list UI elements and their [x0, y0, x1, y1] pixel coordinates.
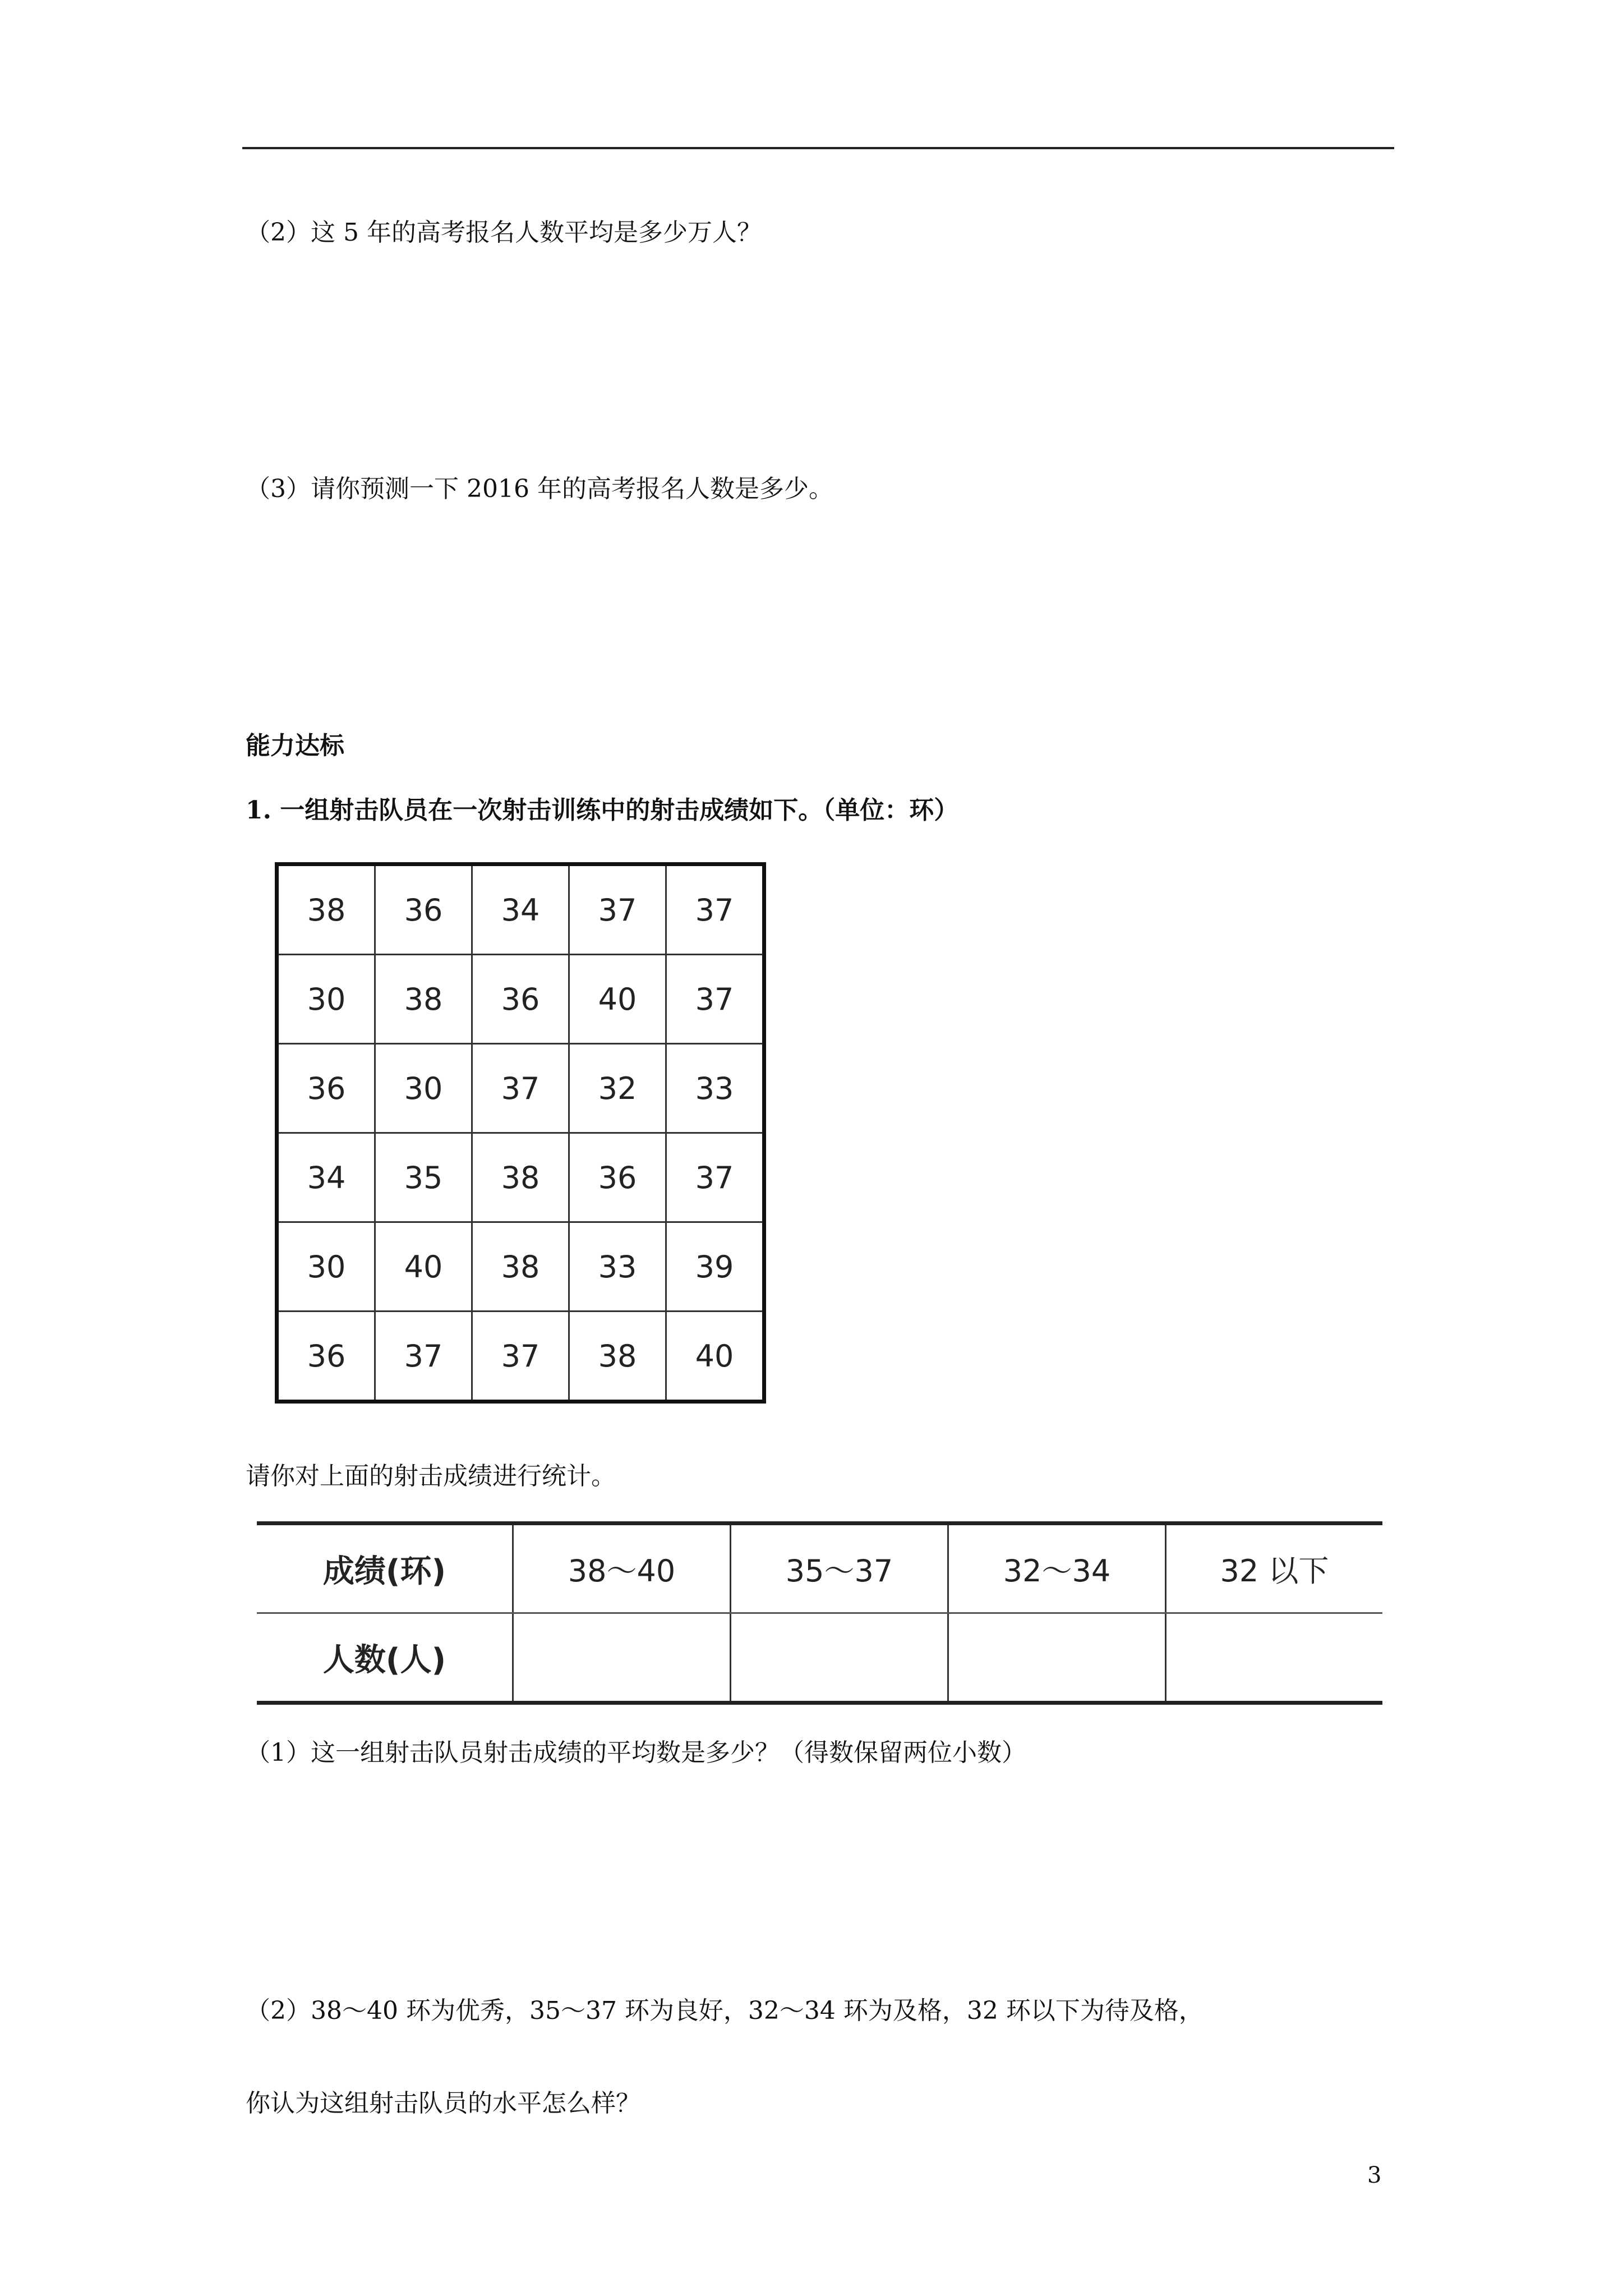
score-row — [277, 864, 764, 955]
score-cell: 32 — [569, 1044, 666, 1133]
score-row — [277, 955, 764, 1044]
score-grid — [275, 862, 766, 1404]
score-cell: 33 — [569, 1222, 666, 1312]
score-range-row — [257, 1524, 1382, 1613]
score-cell: 40 — [666, 1312, 764, 1402]
question-3: （3）请你预测一下 2016 年的高考报名人数是多少。 — [246, 475, 833, 503]
count-row — [257, 1613, 1382, 1703]
range-cell: 38～40 — [513, 1524, 731, 1613]
score-header: 成绩(环) — [257, 1524, 513, 1613]
score-cell: 38 — [472, 1222, 569, 1312]
score-cell: 38 — [472, 1133, 569, 1222]
question-2: （2）这 5 年的高考报名人数平均是多少万人？ — [246, 218, 762, 247]
header-rule — [242, 147, 1394, 149]
count-cell[interactable] — [513, 1613, 731, 1703]
problem-1-statement: 1. 一组射击队员在一次射击训练中的射击成绩如下。（单位：环） — [246, 796, 959, 825]
score-cell: 36 — [277, 1312, 375, 1402]
score-cell: 40 — [375, 1222, 472, 1312]
count-header: 人数(人) — [257, 1613, 513, 1703]
score-cell: 30 — [277, 1222, 375, 1312]
score-cell: 37 — [666, 864, 764, 955]
score-cell: 37 — [472, 1312, 569, 1402]
score-cell: 30 — [375, 1044, 472, 1133]
score-row — [277, 1133, 764, 1222]
score-cell: 30 — [277, 955, 375, 1044]
count-cell[interactable] — [1166, 1613, 1383, 1703]
range-cell: 35～37 — [731, 1524, 948, 1613]
score-cell: 39 — [666, 1222, 764, 1312]
score-cell: 38 — [277, 864, 375, 955]
page-number: 3 — [1367, 2162, 1382, 2188]
statistics-table — [257, 1521, 1382, 1705]
score-cell: 38 — [569, 1312, 666, 1402]
range-cell: 32 以下 — [1166, 1524, 1383, 1613]
score-cell: 38 — [375, 955, 472, 1044]
score-cell: 37 — [375, 1312, 472, 1402]
score-cell: 36 — [375, 864, 472, 955]
score-cell: 36 — [277, 1044, 375, 1133]
statistics-instruction: 请你对上面的射击成绩进行统计。 — [246, 1462, 616, 1490]
problem-1-question-2: （2）38～40 环为优秀，35～37 环为良好，32～34 环为及格，32 环以下为待及格， — [246, 1996, 1204, 2025]
problem-1-question-2-continued: 你认为这组射击队员的水平怎么样？ — [246, 2089, 640, 2118]
score-cell: 37 — [666, 955, 764, 1044]
score-row — [277, 1044, 764, 1133]
score-cell: 35 — [375, 1133, 472, 1222]
score-row — [277, 1312, 764, 1402]
score-cell: 37 — [472, 1044, 569, 1133]
count-cell[interactable] — [731, 1613, 948, 1703]
range-cell: 32～34 — [948, 1524, 1166, 1613]
score-cell: 34 — [472, 864, 569, 955]
score-cell: 37 — [569, 864, 666, 955]
score-cell: 33 — [666, 1044, 764, 1133]
section-title: 能力达标 — [246, 731, 344, 760]
score-row — [277, 1222, 764, 1312]
score-cell: 36 — [569, 1133, 666, 1222]
score-cell: 37 — [666, 1133, 764, 1222]
score-cell: 34 — [277, 1133, 375, 1222]
count-cell[interactable] — [948, 1613, 1166, 1703]
problem-1-question-1: （1）这一组射击队员射击成绩的平均数是多少？（得数保留两位小数） — [246, 1738, 1026, 1767]
score-cell: 36 — [472, 955, 569, 1044]
score-cell: 40 — [569, 955, 666, 1044]
